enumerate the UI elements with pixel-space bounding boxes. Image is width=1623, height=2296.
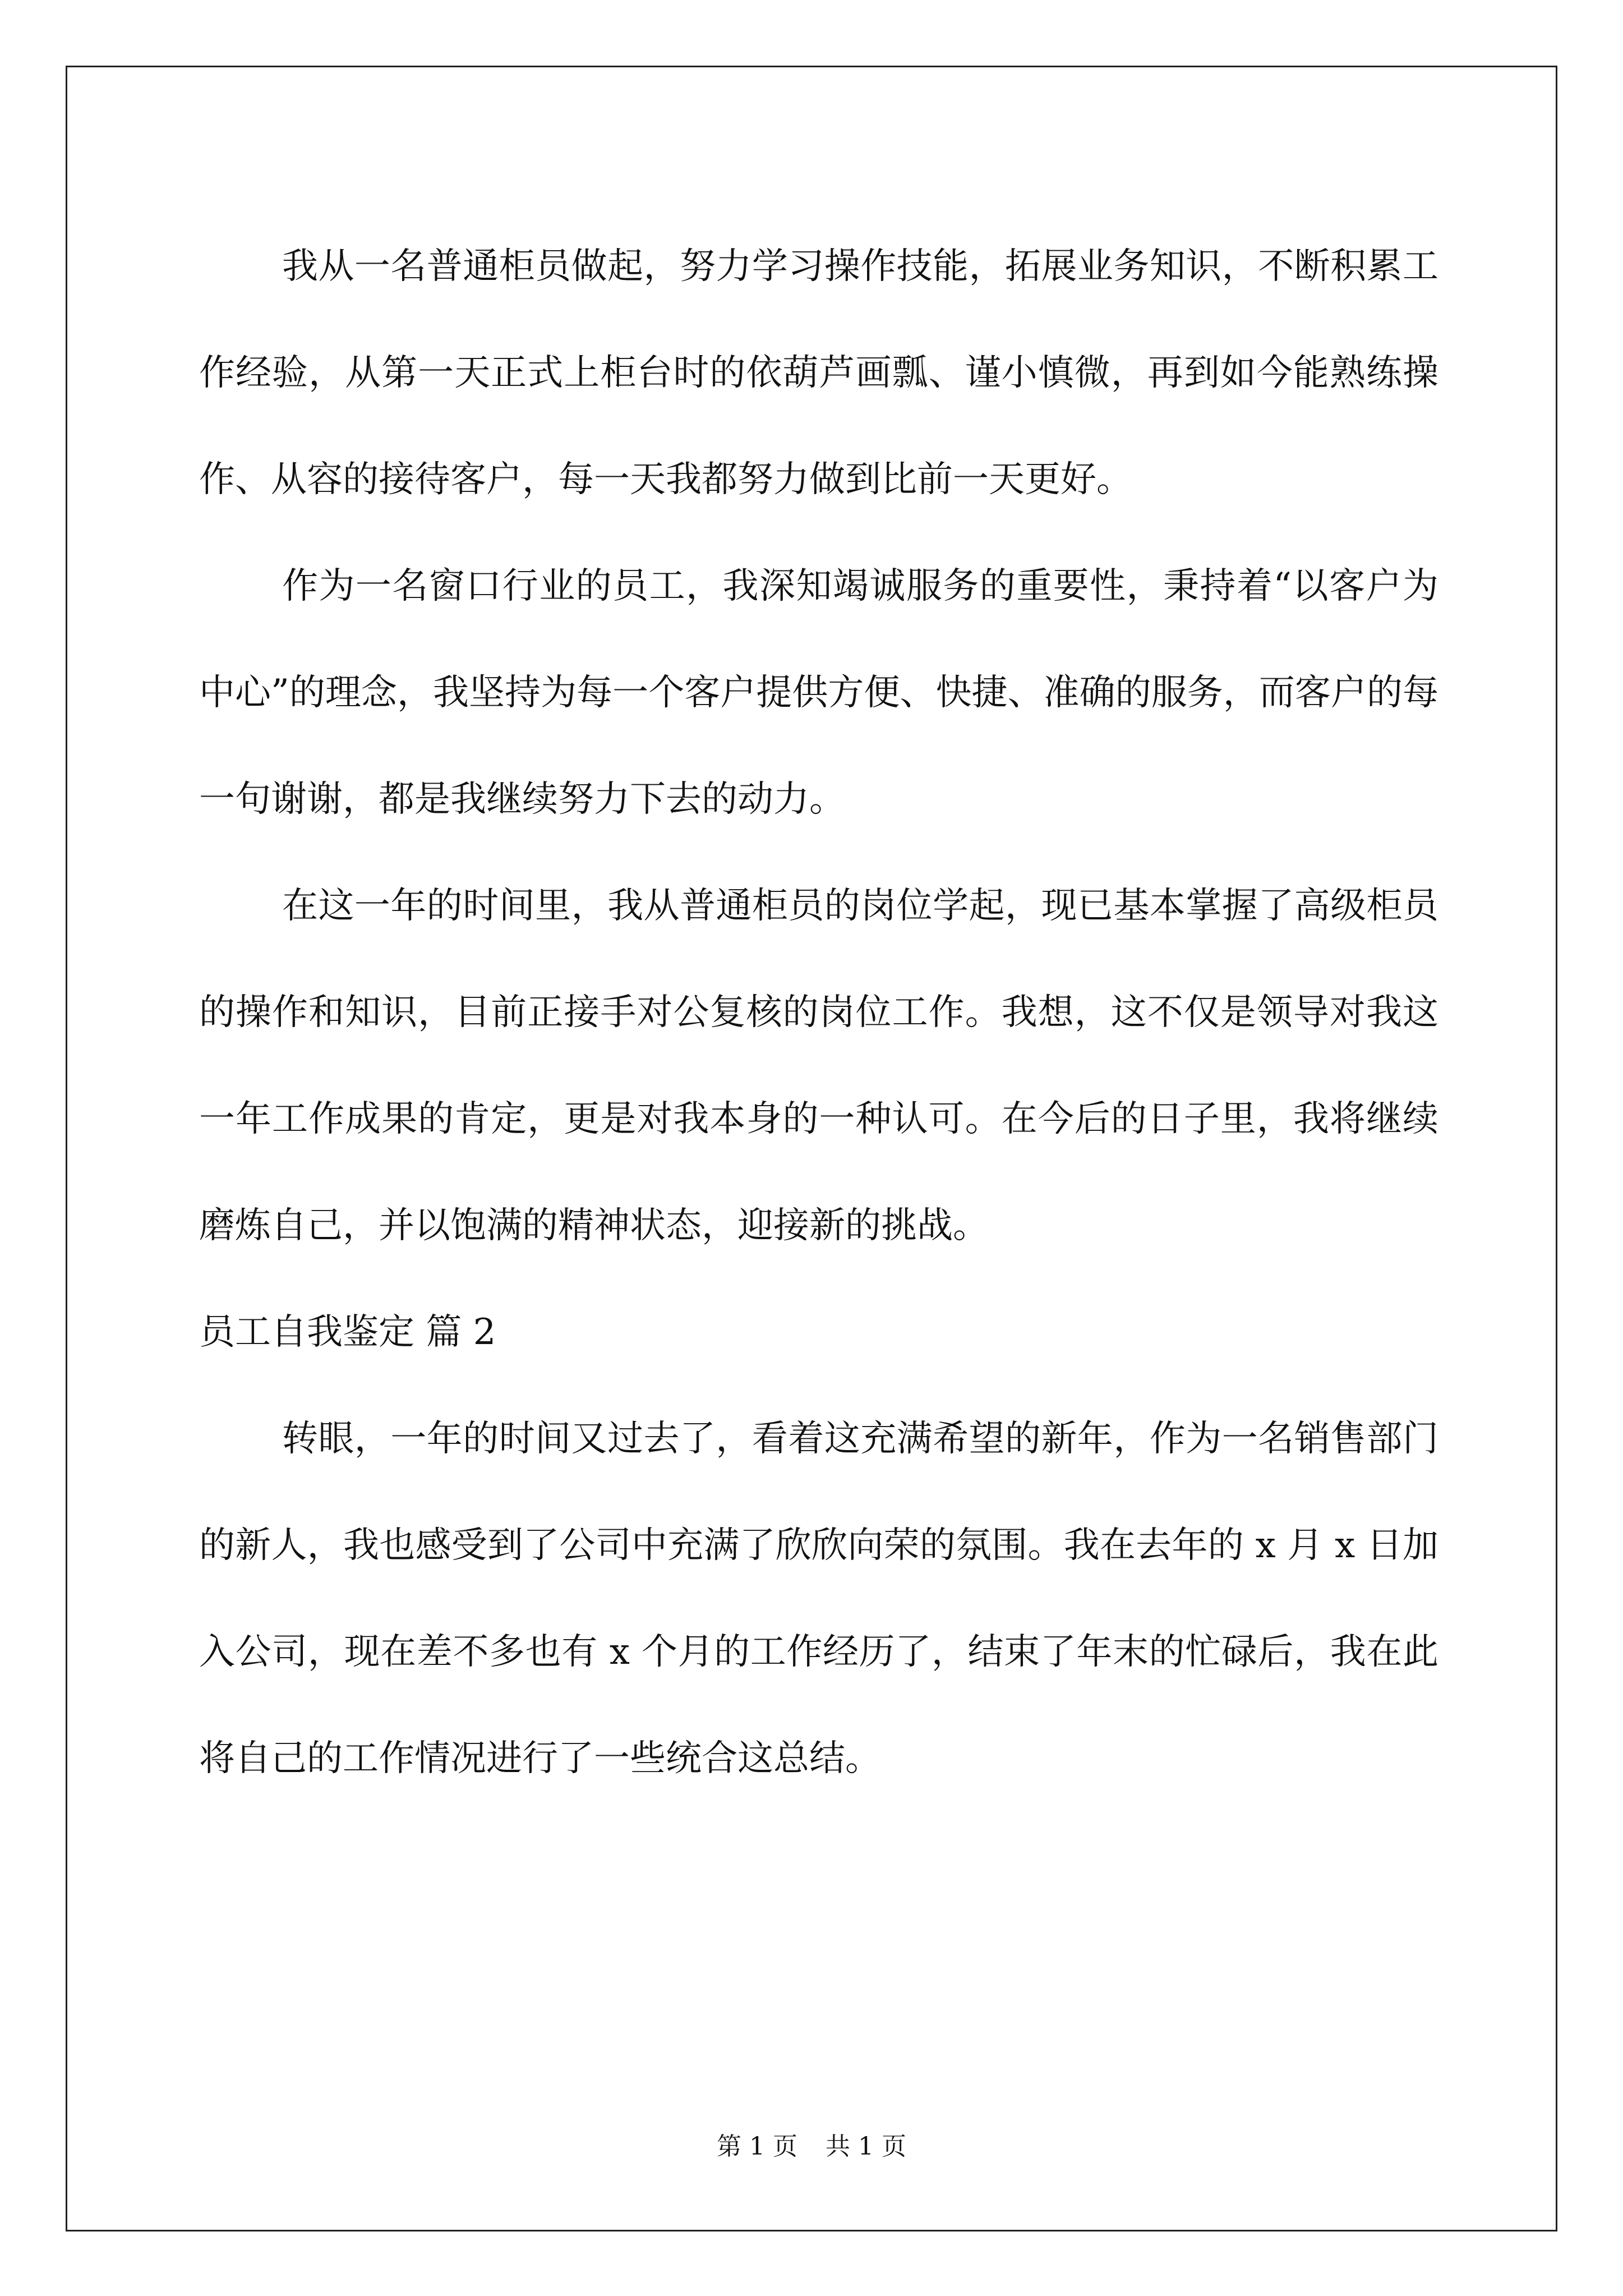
section-heading: 员工自我鉴定 篇 2 bbox=[199, 1312, 496, 1353]
paragraph: 转眼，一年的时间又过去了，看着这充满希望的新年，作为一名销售部门的新人，我也感受到了公司中充满了欣欣向荣的氛围。我在去年的 x 月 x 日加入公司，现在差不多也有 x 个月的工作经历了，结束了年末的忙碌后，我在此将自己的工作情况进行了一些统合这总结。 bbox=[199, 1418, 1438, 1779]
page-number: 第 1 页 bbox=[717, 2132, 797, 2161]
page-footer bbox=[0, 2126, 1623, 2162]
page-total: 共 1 页 bbox=[826, 2132, 906, 2161]
document-body bbox=[199, 213, 1438, 1812]
paragraph: 在这一年的时间里，我从普通柜员的岗位学起，现已基本掌握了高级柜员的操作和知识，目前正接手对公复核的岗位工作。我想，这不仅是领导对我这一年工作成果的肯定，更是对我本身的一种认可。在今后的日子里，我将继续磨炼自己，并以饱满的精神状态，迎接新的挑战。 bbox=[199, 885, 1438, 1246]
paragraph: 作为一名窗口行业的员工，我深知竭诚服务的重要性，秉持着“以客户为中心”的理念，我坚持为每一个客户提供方便、快捷、准确的服务，而客户的每一句谢谢，都是我继续努力下去的动力。 bbox=[199, 565, 1438, 820]
paragraph: 我从一名普通柜员做起，努力学习操作技能，拓展业务知识，不断积累工作经验，从第一天正式上柜台时的依葫芦画瓢、谨小慎微，再到如今能熟练操作、从容的接待客户，每一天我都努力做到比前一天更好。 bbox=[199, 246, 1438, 500]
